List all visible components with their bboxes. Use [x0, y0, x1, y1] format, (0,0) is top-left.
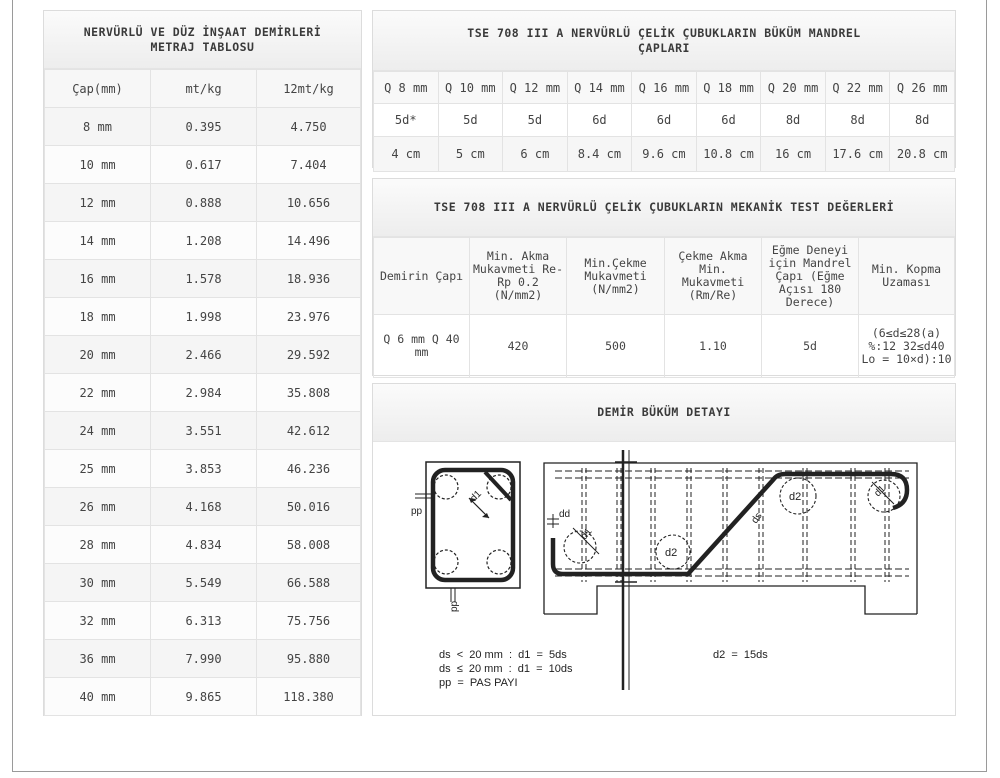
table-cell: 26 mm: [45, 488, 151, 526]
legend-line-1: ds < 20 mm : d1 = 5ds: [439, 649, 567, 661]
table-cell: 8d: [761, 104, 826, 137]
mechanical-table: [373, 237, 955, 378]
table-cell: 7.990: [151, 640, 257, 678]
table-cell: 0.617: [151, 146, 257, 184]
table-cell: 8d: [890, 104, 955, 137]
mechanical-table-panel: [372, 178, 956, 376]
table-cell: 10.8 cm: [696, 137, 761, 172]
table-cell: 5.549: [151, 564, 257, 602]
column-header: Çekme Akma Min. Mukavmeti (Rm/Re): [665, 238, 762, 315]
table-row: [45, 336, 361, 374]
column-header: Q 12 mm: [503, 72, 568, 104]
table-cell: 8 mm: [45, 108, 151, 146]
column-header: Q 20 mm: [761, 72, 826, 104]
table-cell: 8d: [825, 104, 890, 137]
table-cell: 0.395: [151, 108, 257, 146]
weight-table-panel: [43, 10, 362, 716]
legend-line-3: pp = PAS PAYI: [439, 677, 518, 689]
table-row: [45, 184, 361, 222]
table-cell: 95.880: [257, 640, 361, 678]
table-row: [45, 564, 361, 602]
table-row: [45, 298, 361, 336]
table-cell: 6.313: [151, 602, 257, 640]
pp-label-side: pp: [411, 506, 423, 517]
table-cell: 20 mm: [45, 336, 151, 374]
table-row: [45, 374, 361, 412]
table-row: [45, 640, 361, 678]
table-row: [374, 104, 955, 137]
d2-formula: d2 = 15ds: [713, 649, 768, 661]
mandrel-table-title: TSE 708 III A NERVÜRLÜ ÇELİK ÇUBUKLARIN BÜKÜM MANDREL ÇAPLARI: [373, 11, 955, 71]
table-cell: 20.8 cm: [890, 137, 955, 172]
column-header: Q 16 mm: [632, 72, 697, 104]
bend-detail-title: DEMİR BÜKÜM DETAYI: [373, 384, 955, 442]
table-row: [45, 602, 361, 640]
table-cell: 18.936: [257, 260, 361, 298]
table-cell: 35.808: [257, 374, 361, 412]
bend-detail-figure: [373, 442, 956, 716]
table-row: [45, 488, 361, 526]
table-cell: 118.380: [257, 678, 361, 716]
table-cell: 0.888: [151, 184, 257, 222]
table-row: [45, 678, 361, 716]
table-row: [45, 412, 361, 450]
column-header: Q 8 mm: [374, 72, 439, 104]
table-cell: 40 mm: [45, 678, 151, 716]
d2-label-beam-left: d2: [665, 547, 678, 559]
table-cell: 6d: [696, 104, 761, 137]
dd-label: dd: [559, 509, 571, 520]
table-cell: 50.016: [257, 488, 361, 526]
table-cell: 6 cm: [503, 137, 568, 172]
table-cell: 5d: [762, 315, 859, 378]
table-cell: 3.853: [151, 450, 257, 488]
table-cell: 4.168: [151, 488, 257, 526]
table-row: [374, 315, 955, 378]
table-cell: 5d: [503, 104, 568, 137]
weight-table: [44, 69, 361, 716]
table-cell: 30 mm: [45, 564, 151, 602]
table-cell: Q 6 mm Q 40 mm: [374, 315, 470, 378]
table-cell: 1.578: [151, 260, 257, 298]
ds-label: ds: [749, 510, 765, 526]
table-cell: 1.10: [665, 315, 762, 378]
column-header: mt/kg: [151, 70, 257, 108]
d1-label-beam-left: d1: [578, 526, 595, 542]
table-row: [45, 450, 361, 488]
table-cell: 12 mm: [45, 184, 151, 222]
d1-label-beam-right: d1: [872, 483, 888, 500]
column-header: Eğme Deneyi için Mandrel Çapı (Eğme Açısı 180 Derece): [762, 238, 859, 315]
table-cell: 10.656: [257, 184, 361, 222]
table-cell: 14 mm: [45, 222, 151, 260]
table-cell: 66.588: [257, 564, 361, 602]
table-row: [374, 137, 955, 172]
table-cell: 46.236: [257, 450, 361, 488]
table-cell: 22 mm: [45, 374, 151, 412]
table-cell: 29.592: [257, 336, 361, 374]
table-cell: 75.756: [257, 602, 361, 640]
table-cell: 17.6 cm: [825, 137, 890, 172]
table-cell: 23.976: [257, 298, 361, 336]
table-cell: 16 cm: [761, 137, 826, 172]
table-cell: 3.551: [151, 412, 257, 450]
table-cell: 1.208: [151, 222, 257, 260]
table-row: [45, 146, 361, 184]
table-cell: 18 mm: [45, 298, 151, 336]
table-cell: 5d: [438, 104, 503, 137]
table-cell: 6d: [567, 104, 632, 137]
column-header: Q 18 mm: [696, 72, 761, 104]
column-header: Çap(mm): [45, 70, 151, 108]
column-header: Demirin Çapı: [374, 238, 470, 315]
table-row: [45, 222, 361, 260]
table-cell: 28 mm: [45, 526, 151, 564]
column-header: Min. Kopma Uzaması: [859, 238, 955, 315]
column-section: [415, 462, 520, 602]
table-cell: 5 cm: [438, 137, 503, 172]
table-header-row: [374, 238, 955, 315]
table-cell: 2.466: [151, 336, 257, 374]
mandrel-table-panel: [372, 10, 956, 168]
column-header: Q 26 mm: [890, 72, 955, 104]
table-row: [45, 108, 361, 146]
table-cell: 4.834: [151, 526, 257, 564]
d2-label-beam-right: d2: [789, 491, 802, 503]
column-header: Q 22 mm: [825, 72, 890, 104]
table-header-row: [374, 72, 955, 104]
table-cell: 32 mm: [45, 602, 151, 640]
column-header: Min.Çekme Mukavmeti (N/mm2): [567, 238, 665, 315]
table-cell: 420: [470, 315, 567, 378]
column-header: Q 10 mm: [438, 72, 503, 104]
column-header: Min. Akma Mukavmeti Re-Rp 0.2 (N/mm2): [470, 238, 567, 315]
table-cell: 14.496: [257, 222, 361, 260]
table-cell: 24 mm: [45, 412, 151, 450]
mechanical-table-title: TSE 708 III A NERVÜRLÜ ÇELİK ÇUBUKLARIN MEKANİK TEST DEĞERLERİ: [373, 179, 955, 237]
bend-detail-panel: [372, 383, 956, 716]
weight-table-title: NERVÜRLÜ VE DÜZ İNŞAAT DEMİRLERİ METRAJ TABLOSU: [44, 11, 361, 69]
bend-diagram-svg: [373, 442, 956, 716]
table-cell: 1.998: [151, 298, 257, 336]
table-cell: 500: [567, 315, 665, 378]
column-header: 12mt/kg: [257, 70, 361, 108]
table-cell: 4 cm: [374, 137, 439, 172]
table-cell: 8.4 cm: [567, 137, 632, 172]
table-cell: 36 mm: [45, 640, 151, 678]
table-cell: 16 mm: [45, 260, 151, 298]
table-row: [45, 260, 361, 298]
table-cell: 4.750: [257, 108, 361, 146]
pp-label-bottom: pp: [449, 600, 460, 612]
table-cell: 2.984: [151, 374, 257, 412]
legend-line-2: ds ≤ 20 mm : d1 = 10ds: [439, 663, 573, 675]
mandrel-table: [373, 71, 955, 172]
table-cell: 9.865: [151, 678, 257, 716]
table-cell: 5d*: [374, 104, 439, 137]
table-cell: 6d: [632, 104, 697, 137]
table-cell: 9.6 cm: [632, 137, 697, 172]
table-cell: 10 mm: [45, 146, 151, 184]
table-cell: 58.008: [257, 526, 361, 564]
table-row: [45, 526, 361, 564]
table-cell: 42.612: [257, 412, 361, 450]
table-header-row: [45, 70, 361, 108]
table-cell: 7.404: [257, 146, 361, 184]
table-cell: (6≤d≤28(a) %:12 32≤d40 Lo = 10×d):10: [859, 315, 955, 378]
column-header: Q 14 mm: [567, 72, 632, 104]
table-cell: 25 mm: [45, 450, 151, 488]
d1-label-section: d1: [468, 488, 484, 505]
